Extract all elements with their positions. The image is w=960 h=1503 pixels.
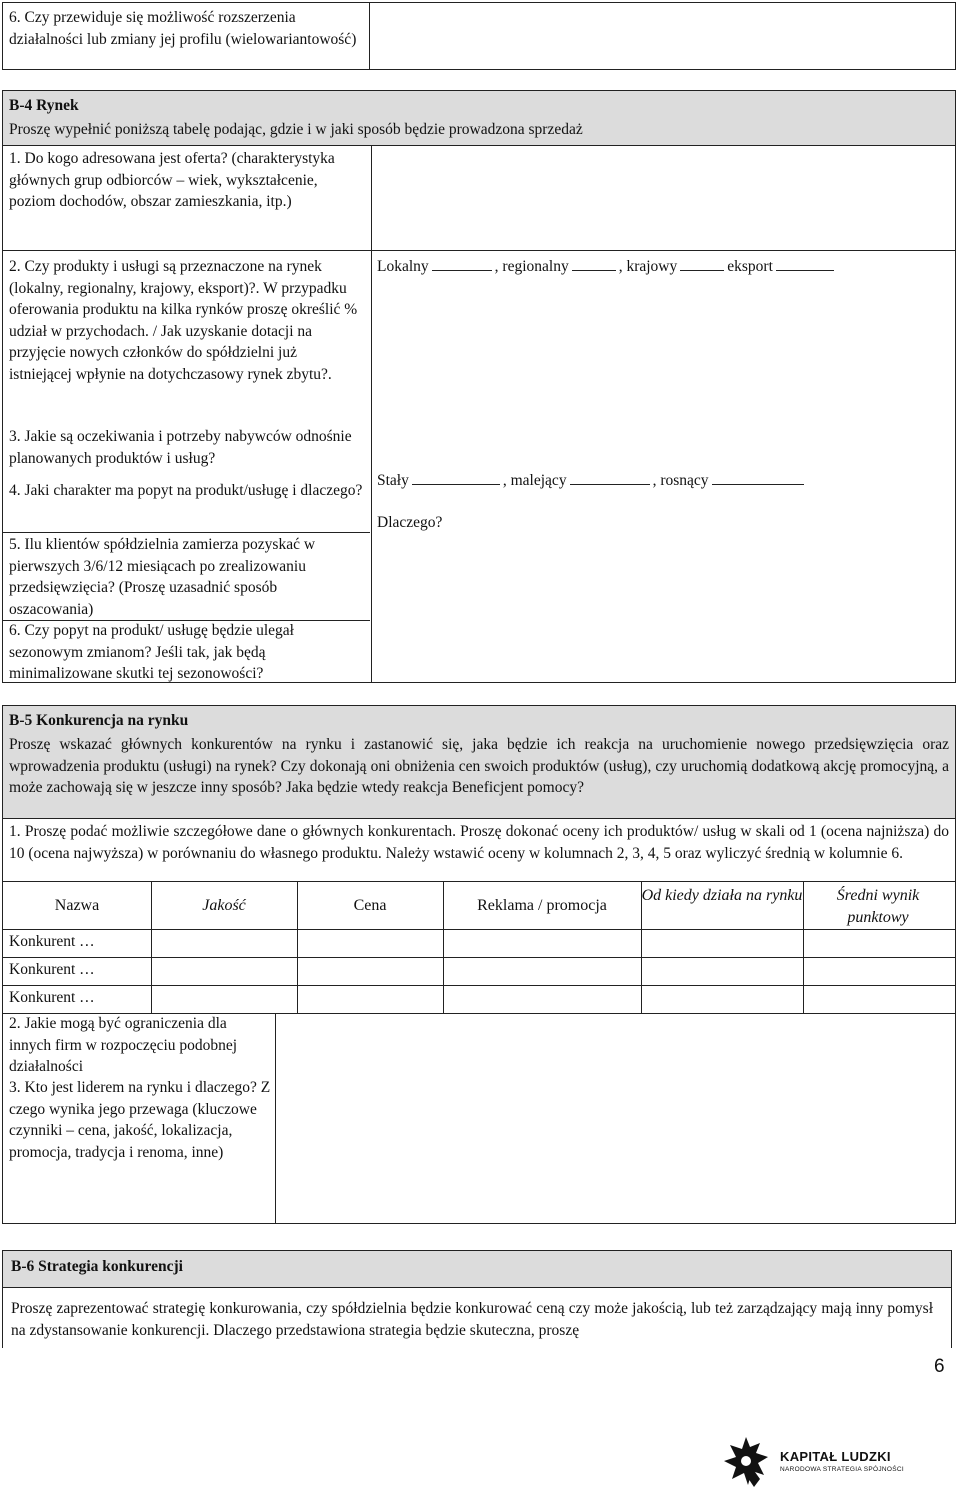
top-q6-label: 6. Czy przewiduje się możliwość rozszerzenia działalności lub zmiany jej profilu (wielowariantowość) <box>9 9 357 48</box>
demand-options <box>377 470 807 492</box>
b6-body <box>2 1288 952 1348</box>
col-od-kiedy: Od kiedy działa na rynku <box>641 887 803 904</box>
b4-q3: 3. Jakie są oczekiwania i potrzeby nabywców odnośnie planowanych produktów i usług? <box>9 428 352 467</box>
b5-q2: 2. Jakie mogą być ograniczenia dla innych firm w rozpoczęciu podobnej działalności <box>9 1015 238 1075</box>
opt-regionalny: , regionalny <box>494 258 569 275</box>
col-jakosc: Jakość <box>202 897 246 914</box>
opt-eksport: eksport <box>727 258 773 275</box>
market-options <box>377 256 837 278</box>
blank-lokalny[interactable] <box>432 256 492 271</box>
b4-q6: 6. Czy popyt na produkt/ usługę będzie ulegał sezonowym zmianom? Jeśli tak, jak będą minimalizowane skutki tej sezonowości? <box>9 622 294 682</box>
b5-table <box>2 818 956 1224</box>
opt-krajowy: , krajowy <box>618 258 678 275</box>
competitor-row-2: Konkurent … <box>9 961 95 978</box>
logo-emblem-icon <box>720 1435 772 1491</box>
logo-line1: KAPITAŁ LUDZKI <box>780 1449 891 1464</box>
opt-malejacy: , malejący <box>502 472 567 489</box>
b4-why: Dlaczego? <box>377 514 443 531</box>
opt-rosnacy: , rosnący <box>652 472 709 489</box>
blank-staly[interactable] <box>412 470 500 485</box>
competitor-row-1: Konkurent … <box>9 933 95 950</box>
b4-q1: 1. Do kogo adresowana jest oferta? (charakterystyka głównych grup odbiorców – wiek, wykształcenie, poziom dochodów, obszar zamieszkania, itp.) <box>9 150 335 210</box>
b6-text: Proszę zaprezentować strategię konkurowania, czy spółdzielnia będzie konkurować ceną czy może jakością, lub też zarządzający mają inny pomysł na zdystansowanie konkurencji. Dlaczego przedstawiona strategia będzie skuteczna, proszę <box>11 1300 933 1339</box>
opt-lokalny: Lokalny <box>377 258 429 275</box>
col-reklama: Reklama / promocja <box>477 897 607 914</box>
b4-heading: B-4 Rynek <box>9 97 79 114</box>
b5-q3: 3. Kto jest liderem na rynku i dlaczego? Z czego wynika jego przewaga (kluczowe czynniki – cena, jakość, lokalizacja, promocja, tradycja i renoma, inne) <box>9 1079 271 1161</box>
kapital-ludzki-logo <box>720 1435 920 1495</box>
col-sredni-wynik: Średni wynik punktowy <box>836 887 920 926</box>
col-cena: Cena <box>353 897 387 914</box>
opt-staly: Stały <box>377 472 409 489</box>
b5-header <box>2 705 956 819</box>
blank-rosnacy[interactable] <box>712 470 804 485</box>
b5-heading: B-5 Konkurencja na rynku <box>9 712 189 729</box>
b4-intro: Proszę wypełnić poniższą tabelę podając, gdzie i w jaki sposób będzie prowadzona sprzedaż <box>9 121 583 138</box>
blank-malejacy[interactable] <box>570 470 650 485</box>
b4-table <box>2 145 956 683</box>
b4-q5: 5. Ilu klientów spółdzielnia zamierza pozyskać w pierwszych 3/6/12 miesiącach po zrealizowaniu przedsięwzięcia? (Proszę uzasadnić sposób oszacowania) <box>9 536 316 618</box>
page-number: 6 <box>934 1356 945 1377</box>
logo-line2: NARODOWA STRATEGIA SPÓJNOŚCI <box>780 1466 904 1473</box>
blank-eksport[interactable] <box>776 256 834 271</box>
b4-header <box>2 90 956 146</box>
col-nazwa: Nazwa <box>54 897 100 914</box>
b6-heading: B-6 Strategia konkurencji <box>11 1258 183 1275</box>
b6-header <box>2 1250 952 1288</box>
competitor-row-3: Konkurent … <box>9 989 95 1006</box>
b5-intro: Proszę wskazać głównych konkurentów na rynku i zastanowić się, jaka będzie ich reakcja na uruchomienie nowego przedsięwzięcia oraz wprowadzenia produktu (usługi) na rynek? Czy dokonają oni obniżenia cen swoich produktów (usług), czy uruchomią dodatkową akcję promocyjną, a może zachowają się w jeszcze inny sposób? Jaka będzie wtedy reakcja Beneficjent pomocy? <box>9 736 949 796</box>
b4-q4: 4. Jaki charakter ma popyt na produkt/usługę i dlaczego? <box>9 482 363 499</box>
blank-krajowy[interactable] <box>680 256 724 271</box>
blank-regionalny[interactable] <box>572 256 616 271</box>
b4-q2: 2. Czy produkty i usługi są przeznaczone na rynek (lokalny, regionalny, krajowy, eksport)?. W przypadku oferowania produktu na kilka rynków proszę określić % udział w przychodach. / Jak uzyskanie dotacji na przyjęcie nowych członków do spółdzielni już istniejącej wpłynie na dotychczasowy rynek zbytu?. <box>9 258 358 383</box>
top-table <box>2 2 956 70</box>
b5-q1: 1. Proszę podać możliwie szczegółowe dane o głównych konkurentach. Proszę dokonać oceny ich produktów/ usług w skali od 1 (ocena najniższa) do 10 (ocena najwyższa) w porównaniu do własnego produktu. Należy wstawić oceny w kolumnach 2, 3, 4, 5 oraz wyliczyć średnią w kolumnie 6. <box>9 823 949 862</box>
